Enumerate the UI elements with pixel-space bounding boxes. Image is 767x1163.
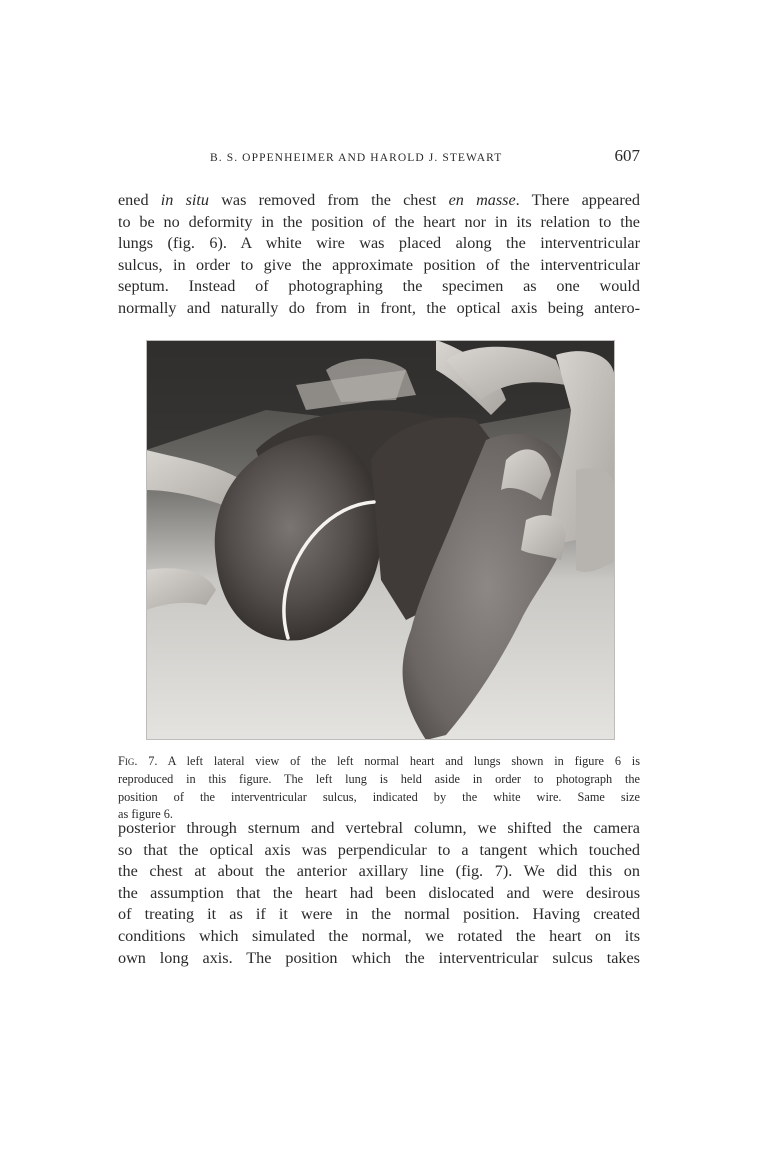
heart-lung-photo-illustration xyxy=(146,340,615,740)
body-paragraph-1 xyxy=(118,190,640,320)
text-line: septum. Instead of photographing the specimen as one would xyxy=(118,277,640,296)
caption-line: reproduced in this figure. The left lung is held aside in order to photograph the xyxy=(118,771,640,786)
body-paragraph-2 xyxy=(118,818,640,969)
text-line: lungs (fig. 6). A white wire was placed along the interventricular xyxy=(118,234,640,253)
text-line: conditions which simulated the normal, we rotated the heart on its xyxy=(118,926,640,945)
text-line: sulcus, in order to give the approximate position of the interventricular xyxy=(118,255,640,274)
text-line: the chest at about the anterior axillary line (fig. 7). We did this on xyxy=(118,862,640,881)
figure-label: Fig. 7. xyxy=(118,754,158,768)
text-line: own long axis. The position which the interventricular sulcus takes xyxy=(118,948,640,967)
figure-caption xyxy=(118,753,640,824)
running-header-authors: B. S. OPPENHEIMER AND HAROLD J. STEWART xyxy=(210,152,503,164)
text-line: ened in situ was removed from the chest en masse. There appeared xyxy=(118,191,640,209)
caption-line: Fig. 7. A left lateral view of the left normal heart and lungs shown in figure 6 is xyxy=(118,754,640,768)
text-line: so that the optical axis was perpendicular to a tangent which touched xyxy=(118,840,640,859)
italic-term: in situ xyxy=(160,191,209,209)
page-number: 607 xyxy=(614,146,640,165)
caption-line: position of the interventricular sulcus, indicated by the white wire. Same size xyxy=(118,789,640,804)
text-line: the assumption that the heart had been dislocated and were desirous xyxy=(118,883,640,902)
text-line: posterior through sternum and vertebral column, we shifted the camera xyxy=(118,819,640,837)
italic-term: en masse xyxy=(448,191,516,209)
figure-7-photograph xyxy=(146,340,615,740)
running-header xyxy=(118,146,640,170)
text-line: of treating it as if it were in the normal position. Having created xyxy=(118,905,640,924)
text-line: normally and naturally do from in front, the optical axis being antero- xyxy=(118,298,640,317)
caption-line: as figure 6. xyxy=(118,807,173,822)
text-line: to be no deformity in the position of the heart nor in its relation to the xyxy=(118,212,640,231)
